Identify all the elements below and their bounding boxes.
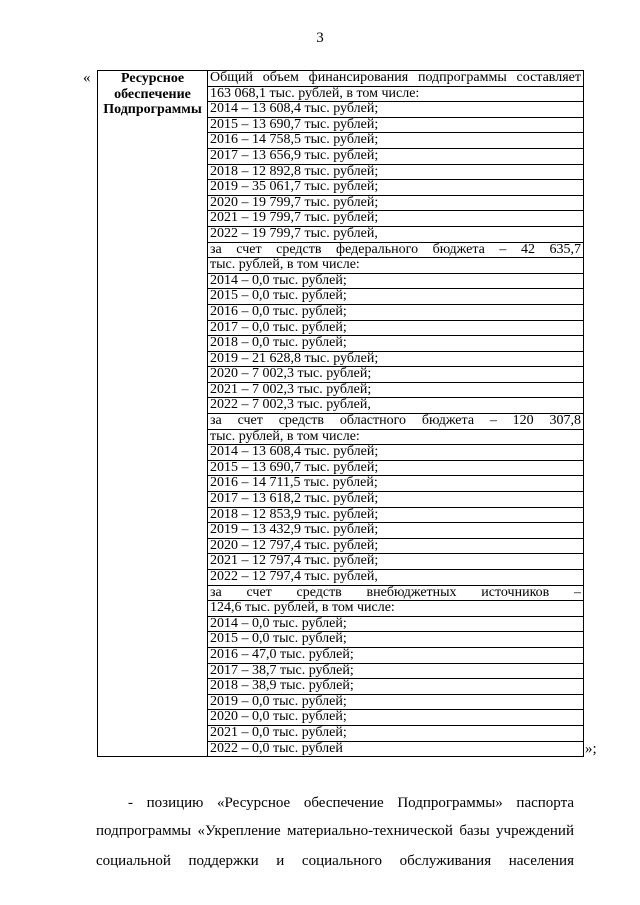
funding-line: 2015 – 0,0 тыс. рублей; — [208, 289, 583, 305]
funding-line: 2019 – 0,0 тыс. рублей; — [208, 695, 583, 711]
funding-line: 2021 – 19 799,7 тыс. рублей; — [208, 211, 583, 227]
funding-line: 2022 – 19 799,7 тыс. рублей, — [208, 227, 583, 243]
funding-line: за счет средств федерального бюджета – 42 635,7 — [210, 241, 581, 257]
funding-line: тыс. рублей, в том числе: — [208, 258, 583, 274]
funding-line: 2021 – 7 002,3 тыс. рублей; — [208, 383, 583, 399]
funding-line: 2018 – 12 892,8 тыс. рублей; — [208, 165, 583, 181]
funding-line: 2022 – 0,0 тыс. рублей — [210, 740, 343, 756]
funding-line: 2017 – 38,7 тыс. рублей; — [208, 664, 583, 680]
body-paragraph-line: подпрограммы «Укрепление материально-технической базы учреждений — [96, 823, 574, 839]
funding-line: 2016 – 14 758,5 тыс. рублей; — [208, 133, 583, 149]
funding-line: за счет средств областного бюджета – 120 307,8 — [210, 413, 581, 429]
funding-line: 124,6 тыс. рублей, в том числе: — [208, 601, 583, 617]
funding-line: 2017 – 0,0 тыс. рублей; — [208, 321, 583, 337]
funding-line: тыс. рублей, в том числе: — [208, 430, 583, 446]
funding-line: 2016 – 14 711,5 тыс. рублей; — [208, 476, 583, 492]
funding-line: 2015 – 13 690,7 тыс. рублей; — [208, 118, 583, 134]
funding-line: 2019 – 13 432,9 тыс. рублей; — [208, 523, 583, 539]
funding-line: 2016 – 0,0 тыс. рублей; — [208, 305, 583, 321]
funding-line: 2022 – 7 002,3 тыс. рублей, — [208, 398, 583, 414]
funding-line: 2020 – 7 002,3 тыс. рублей; — [208, 367, 583, 383]
funding-line: 2020 – 12 797,4 тыс. рублей; — [208, 539, 583, 555]
funding-line: 2018 – 0,0 тыс. рублей; — [208, 336, 583, 352]
funding-line: 2015 – 13 690,7 тыс. рублей; — [208, 461, 583, 477]
closing-quote: »; — [585, 741, 597, 757]
funding-line: 2014 – 0,0 тыс. рублей; — [208, 617, 583, 633]
funding-line: 2021 – 12 797,4 тыс. рублей; — [208, 554, 583, 570]
resource-provision-table — [97, 70, 584, 757]
funding-line: 2018 – 12 853,9 тыс. рублей; — [208, 508, 583, 524]
funding-line: 2018 – 38,9 тыс. рублей; — [208, 679, 583, 695]
funding-line: 2020 – 0,0 тыс. рублей; — [208, 710, 583, 726]
funding-line: 163 068,1 тыс. рублей, в том числе: — [208, 87, 583, 103]
funding-line: 2014 – 13 608,4 тыс. рублей; — [208, 102, 583, 118]
funding-line: 2020 – 19 799,7 тыс. рублей; — [208, 196, 583, 212]
funding-line: 2016 – 47,0 тыс. рублей; — [208, 648, 583, 664]
row-label-line: обеспечение — [114, 86, 191, 102]
funding-line: 2019 – 35 061,7 тыс. рублей; — [208, 180, 583, 196]
funding-line: 2014 – 13 608,4 тыс. рублей; — [208, 445, 583, 461]
row-label-cell — [98, 71, 208, 757]
funding-line: 2022 – 12 797,4 тыс. рублей, — [208, 570, 583, 586]
page-number: 3 — [316, 30, 324, 46]
row-label-line: Ресурсное — [120, 71, 185, 86]
funding-line: 2015 – 0,0 тыс. рублей; — [208, 632, 583, 648]
funding-content-cell — [208, 71, 584, 757]
body-paragraph-line: социальной поддержки и социального обслуживания населения — [96, 853, 574, 869]
body-paragraph-line: - позицию «Ресурсное обеспечение Подпрограммы» паспорта — [128, 795, 574, 811]
funding-line: за счет средств внебюджетных источников – — [210, 584, 581, 600]
funding-line: 2017 – 13 618,2 тыс. рублей; — [208, 492, 583, 508]
funding-line: Общий объем финансирования подпрограммы составляет — [210, 70, 581, 85]
row-label-line: Подпрограммы — [103, 102, 202, 117]
table-row — [98, 71, 584, 757]
funding-line: 2014 – 0,0 тыс. рублей; — [208, 274, 583, 290]
funding-line: 2019 – 21 628,8 тыс. рублей; — [208, 352, 583, 368]
opening-quote: « — [83, 70, 91, 86]
funding-line: 2021 – 0,0 тыс. рублей; — [208, 726, 583, 742]
funding-line: 2017 – 13 656,9 тыс. рублей; — [208, 149, 583, 165]
